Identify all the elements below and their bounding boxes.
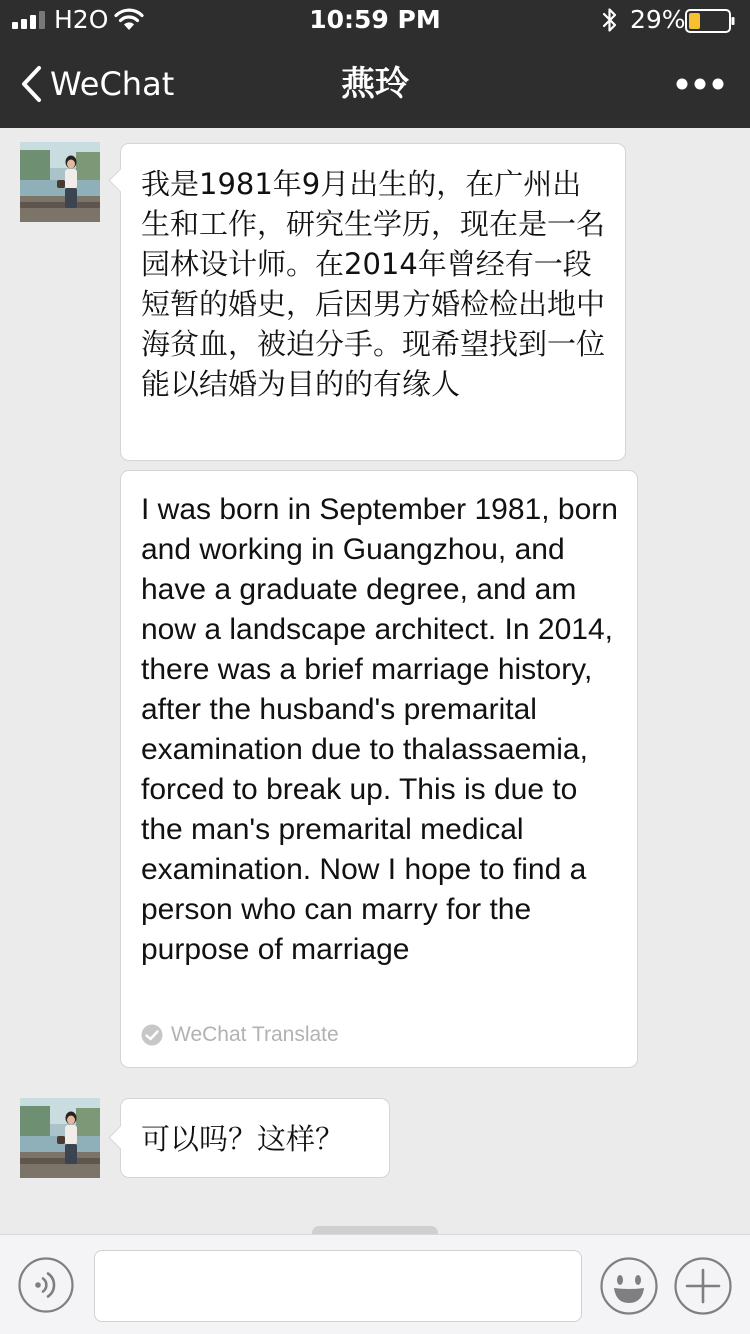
nav-bar bbox=[0, 40, 750, 128]
contact-avatar[interactable] bbox=[20, 1098, 100, 1178]
translation-text: I was born in September 1981, born and working in Guangzhou, and have a graduate degree, and am now a landscape architect. In 2014, there was a brief marriage history, after the husband's premarital examination due to thalassaemia, forced to break up. This is due to the man's premarital medical examination. Now I hope to find a person who can marry for the purpose of marriage bbox=[141, 493, 618, 966]
voice-icon[interactable] bbox=[18, 1257, 74, 1313]
message-bubble[interactable] bbox=[120, 143, 626, 461]
translation-bubble[interactable] bbox=[120, 470, 638, 1068]
status-time: 10:59 PM bbox=[309, 5, 441, 34]
chat-title: 燕玲 bbox=[341, 64, 409, 104]
bubble-tail bbox=[108, 168, 132, 192]
carrier-name: H2O bbox=[54, 5, 109, 34]
message-text: 可以吗？这样？ bbox=[141, 1122, 345, 1156]
battery-percent: 29% bbox=[630, 5, 686, 34]
status-bar bbox=[0, 0, 750, 40]
translate-source bbox=[141, 1023, 339, 1047]
contact-avatar[interactable] bbox=[20, 142, 100, 222]
message-input[interactable] bbox=[94, 1250, 582, 1322]
more-dots-icon[interactable] bbox=[672, 60, 728, 108]
translate-source-label: WeChat Translate bbox=[171, 1023, 339, 1046]
battery-level-fill bbox=[689, 13, 700, 29]
bluetooth-icon bbox=[601, 7, 619, 33]
bubble-tail bbox=[108, 1125, 132, 1149]
input-bar bbox=[0, 1234, 750, 1334]
plus-icon[interactable] bbox=[674, 1257, 732, 1315]
check-circle-icon bbox=[141, 1024, 163, 1046]
back-label: WeChat bbox=[50, 65, 175, 103]
battery-icon bbox=[685, 9, 735, 33]
message-bubble[interactable] bbox=[120, 1098, 390, 1178]
message-text: 我是1981年9月出生的，在广州出生和工作，研究生学历，现在是一名园林设计师。在2014年曾经有一段短暂的婚史，后因男方婚检检出地中海贫血，被迫分手。现希望找到一位能以结婚为目的的有缘人 bbox=[141, 167, 606, 401]
top-bar bbox=[0, 0, 750, 128]
emoji-icon[interactable] bbox=[600, 1257, 658, 1315]
